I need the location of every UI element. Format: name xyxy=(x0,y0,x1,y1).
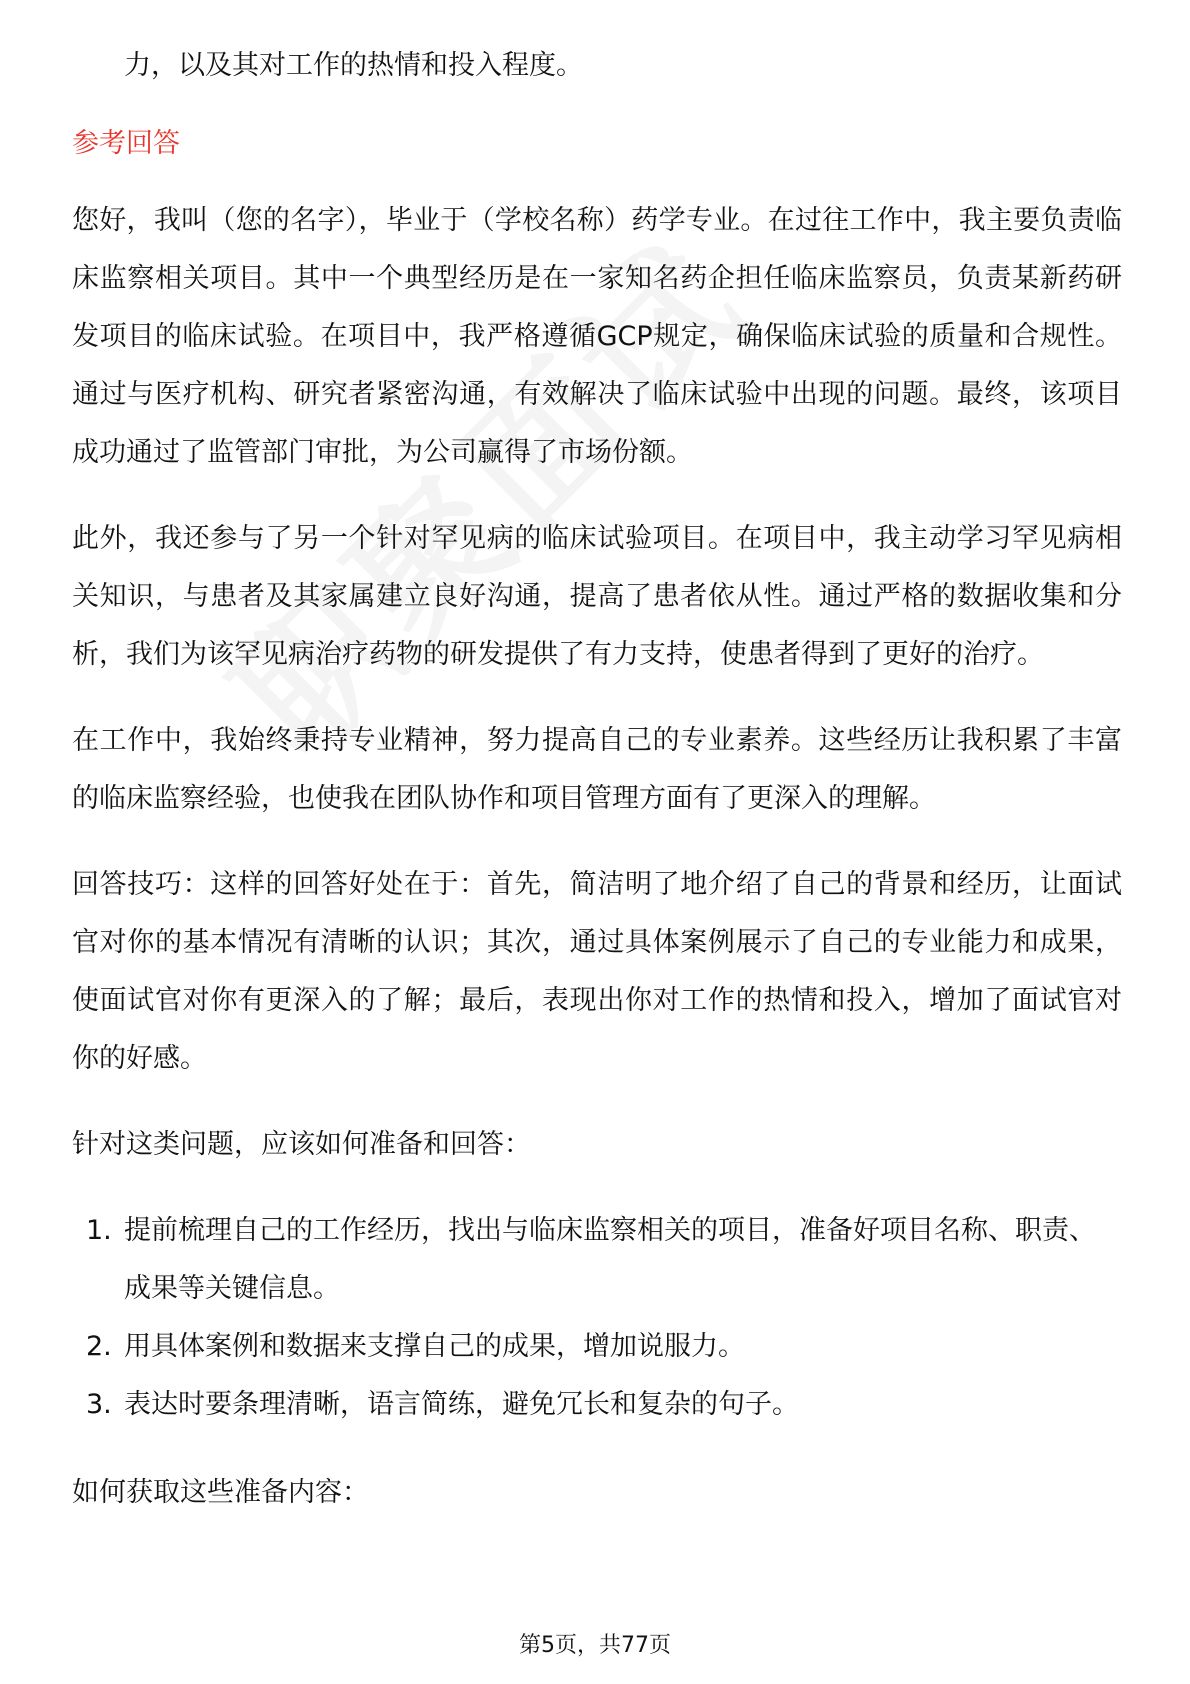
list-text: 提前梳理自己的工作经历，找出与临床监察相关的项目，准备好项目名称、职责、成果等关键信息。 xyxy=(124,1215,1096,1304)
content-area xyxy=(72,46,1122,1550)
lead-line: 力，以及其对工作的热情和投入程度。 xyxy=(124,50,583,81)
page-number: 第5页，共77页 xyxy=(519,1633,671,1658)
list-text: 表达时要条理清晰，语言简练，避免冗长和复杂的句子。 xyxy=(124,1389,799,1420)
prep-list xyxy=(72,1202,1122,1434)
list-text: 用具体案例和数据来支撑自己的成果，增加说服力。 xyxy=(124,1331,745,1362)
list-item xyxy=(72,1376,1122,1434)
list-item xyxy=(72,1318,1122,1376)
paragraph-summary: 在工作中，我始终秉持专业精神，努力提高自己的专业素养。这些经历让我积累了丰富的临床监察经验，也使我在团队协作和项目管理方面有了更深入的理解。 xyxy=(72,725,1122,814)
list-number: 3. xyxy=(86,1389,112,1420)
paragraph-prep-question: 针对这类问题，应该如何准备和回答： xyxy=(72,1129,531,1160)
paragraph-rare-disease: 此外，我还参与了另一个针对罕见病的临床试验项目。在项目中，我主动学习罕见病相关知识，与患者及其家属建立良好沟通，提高了患者依从性。通过严格的数据收集和分析，我们为该罕见病治疗药物的研发提供了有力支持，使患者得到了更好的治疗。 xyxy=(72,523,1122,670)
paragraph-intro: 您好，我叫（您的名字），毕业于（学校名称）药学专业。在过往工作中，我主要负责临床监察相关项目。其中一个典型经历是在一家知名药企担任临床监察员，负责某新药研发项目的临床试验。在项目中，我严格遵循GCP规定，确保临床试验的质量和合规性。通过与医疗机构、研究者紧密沟通，有效解决了临床试验中出现的问题。最终，该项目成功通过了监管部门审批，为公司赢得了市场份额。 xyxy=(72,205,1122,468)
paragraph-answer-tips: 回答技巧：这样的回答好处在于：首先，简洁明了地介绍了自己的背景和经历，让面试官对你的基本情况有清晰的认识；其次，通过具体案例展示了自己的专业能力和成果，使面试官对你有更深入的了解；最后，表现出你对工作的热情和投入，增加了面试官对你的好感。 xyxy=(72,869,1122,1074)
list-number: 1. xyxy=(86,1215,112,1246)
list-number: 2. xyxy=(86,1331,112,1362)
list-item xyxy=(72,1202,1122,1318)
section-heading: 参考回答 xyxy=(72,128,180,159)
paragraph-closing: 如何获取这些准备内容： xyxy=(72,1477,369,1508)
